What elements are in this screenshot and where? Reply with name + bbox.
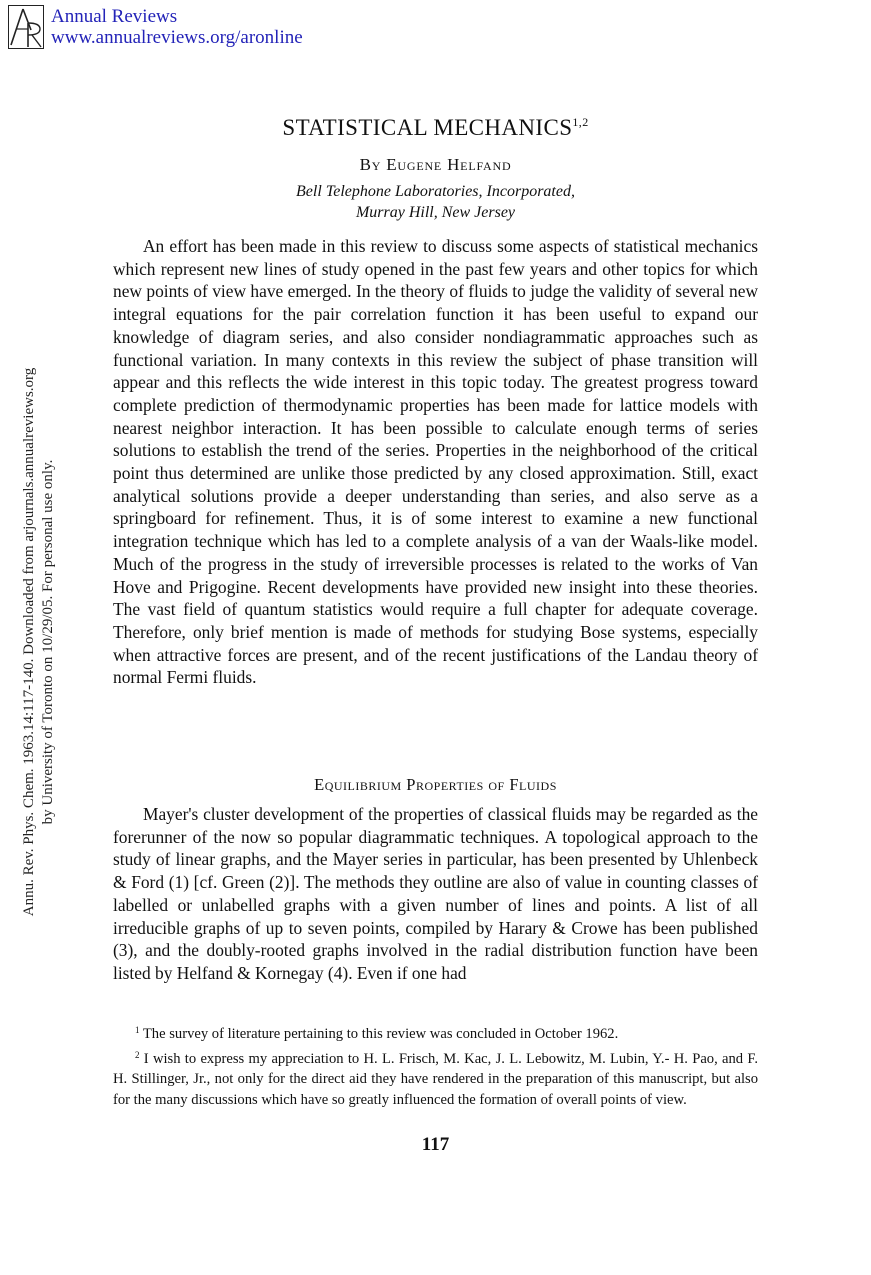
citation-line: Annu. Rev. Phys. Chem. 1963.14:117-140. Downloaded from arjournals.annualreviews.org xyxy=(21,367,37,917)
download-notice-sidebar xyxy=(0,332,56,952)
footnote-2 xyxy=(113,1045,758,1111)
article-title xyxy=(0,115,871,141)
page-number: 117 xyxy=(421,1134,450,1155)
title-footnote-marks: 1,2 xyxy=(572,115,589,129)
affiliation-line-1: Bell Telephone Laboratories, Incorporated, xyxy=(296,183,575,200)
intro-section xyxy=(113,235,758,689)
publisher-name-link[interactable]: Annual Reviews xyxy=(51,6,178,27)
section-heading: Equilibrium Properties of Fluids xyxy=(314,775,557,794)
publisher-url-link[interactable]: www.annualreviews.org/aronline xyxy=(51,27,303,48)
annual-reviews-logo-icon xyxy=(8,5,44,49)
footnote-1 xyxy=(113,1020,758,1045)
author-line: By Eugene Helfand xyxy=(359,155,512,174)
download-info-line: by University of Toronto on 10/29/05. For personal use only. xyxy=(40,459,56,825)
section-paragraph: Mayer's cluster development of the properties of classical fluids may be regarded as the forerunner of the now so popular diagrammatic techniques. A topological approach to the study of linear graphs, and the Mayer series in particular, has been presented by Uhlenbeck & Ford (1) [cf. Green (2)]. The methods they outline are also of value in counting classes of labelled or unlabelled graphs with a given number of lines and points. A list of all irreducible graphs of up to seven points, compiled by Harary & Crowe has been published (3), and the doubly-rooted graphs involved in the radial distribution function have been listed by Helfand & Kornegay (4). Even if one had xyxy=(113,804,758,983)
fluids-section xyxy=(113,803,758,985)
intro-paragraph: An effort has been made in this review to discuss some aspects of statistical mechanics which represent new lines of study opened in the past few years and other topics for which new points of view have emerged. In the theory of fluids to judge the validity of several new integral equations for the pair correlation function it has been useful to expand our knowledge of diagram series, and also consider nondiagrammatic approaches such as functional variation. In many contexts in this review the subject of phase transition will appear and this reflects the wide interest in this topic today. The greatest progress toward complete prediction of thermodynamic properties has been made for lattice models with nearest neighbor interaction. It has been possible to calculate enough terms of series solutions to establish the trend of the series. Properties in the neighborhood of the critical point thus determined are unlike those predicted by any closed approximation. Still, exact analytical solutions provide a deeper understanding than series, and also serve as a springboard for refinement. Thus, it is of some interest to examine a new functional integration technique which has led to a complete analysis of a van der Waals-like model. Much of the progress in the study of irreversible processes is related to the works of Van Hove and Prigogine. Recent developments have provided new insight into these theories. The vast field of quantum statistics would require a full chapter for adequate coverage. Therefore, only brief mention is made of methods for studying Bose systems, especially when attractive forces are present, and of the recent justifications of the Landau theory of normal Fermi fluids. xyxy=(113,236,758,688)
footnote-1-text: The survey of literature pertaining to this review was concluded in October 1962. xyxy=(142,1026,619,1042)
footnote-2-mark: 2 xyxy=(135,1049,140,1060)
affiliation xyxy=(0,181,871,223)
footnote-1-mark: 1 xyxy=(135,1025,140,1035)
article-title-text: STATISTICAL MECHANICS xyxy=(282,115,573,140)
footnote-2-text: I wish to express my appreciation to H. L. Frisch, M. Kac, J. L. Lebowitz, M. Lubin, Y.- H. Pao, and F. H. Stillinger, Jr., not only for the direct aid they have rendered in the preparation of this manuscript, but also for the many discussions which have so greatly influenced the formation of overall points of view. xyxy=(113,1050,758,1108)
affiliation-line-2: Murray Hill, New Jersey xyxy=(355,204,516,221)
publisher-header xyxy=(8,5,348,51)
footnotes xyxy=(113,1020,758,1110)
